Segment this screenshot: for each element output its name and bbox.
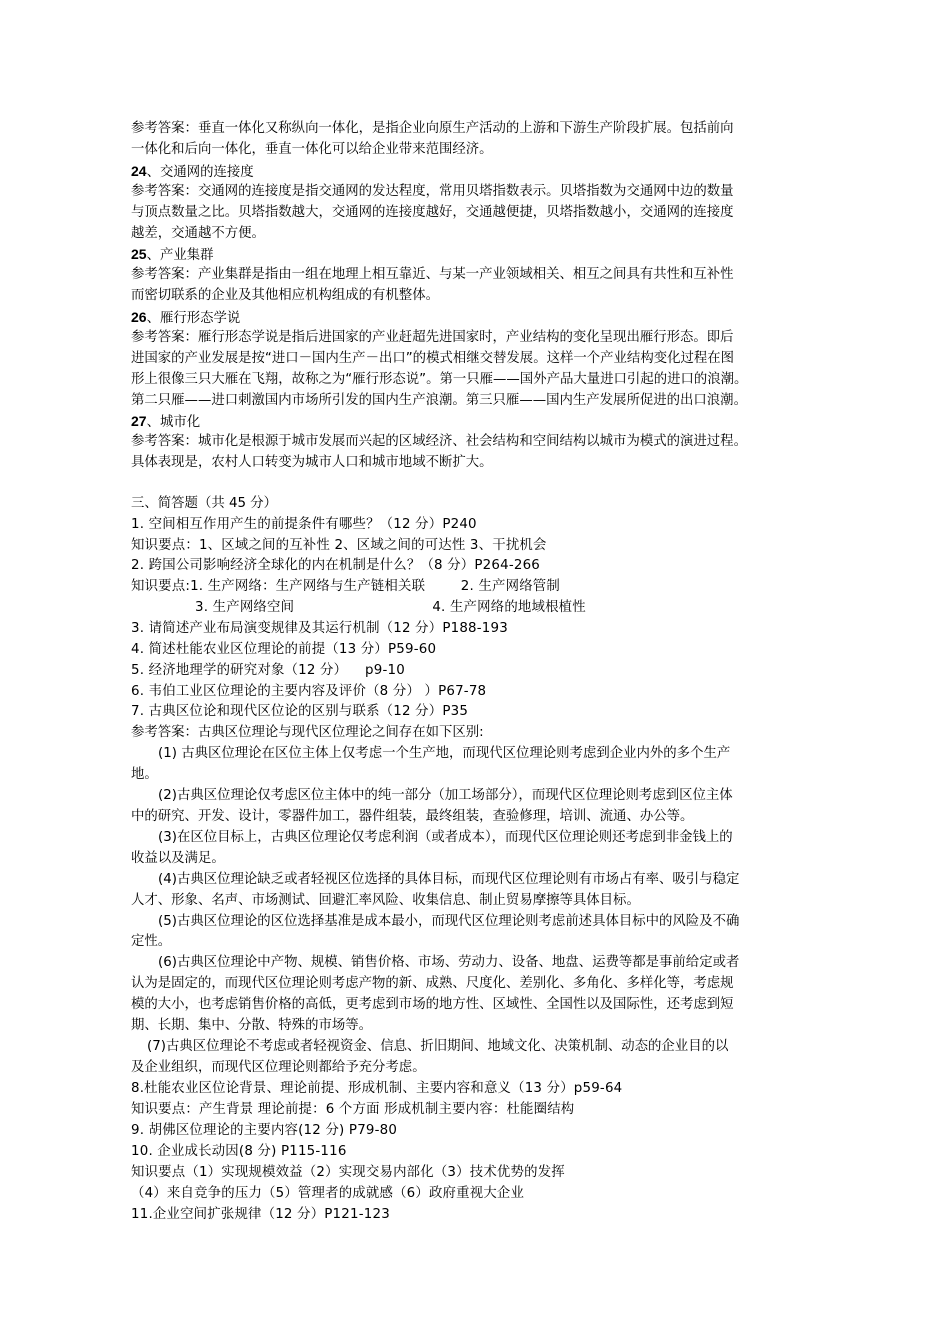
answer-item: (7)古典区位理论不考虑或者轻视资金、信息、折旧期间、地域文化、决策机制、动态的企业目的以 (147, 1039, 729, 1054)
answer-line: 参考答案：古典区位理论与现代区位理论之间存在如下区别: (131, 725, 484, 740)
answer-item: (1) 古典区位理论在区位主体上仅考虑一个生产地，而现代区位理论则考虑到企业内外的多个生产 (158, 746, 731, 761)
answer-item: (2)古典区位理论仅考虑区位主体中的纯一部分（加工场部分），而现代区位理论则考虑到区位主体 (158, 788, 733, 803)
answer-line: 与顶点数量之比。贝塔指数越大，交通网的连接度越好，交通越便捷，贝塔指数越小，交通网的连接度 (131, 205, 734, 220)
term-title: 、城市化 (146, 415, 201, 430)
question-line: 6. 韦伯工业区位理论的主要内容及评价（8 分） ）P67-78 (131, 684, 487, 699)
answer-line: 一体化和后向一体化，垂直一体化可以给企业带来范围经济。 (131, 142, 493, 157)
term-heading-25 (131, 244, 214, 266)
answer-line: 参考答案：城市化是根源于城市发展而兴起的区域经济、社会结构和空间结构以城市为模式的演进过程。 (131, 434, 747, 449)
term-number: 27 (131, 413, 147, 429)
answer-item: (3)在区位目标上，古典区位理论仅考虑利润（或者成本），而现代区位理论则还考虑到非金钱上的 (158, 830, 733, 845)
answer-line: 形上很像三只大雁在飞翔，故称之为“雁行形态说”。第一只雁——国外产品大量进口引起的进口的浪潮。 (131, 372, 748, 387)
answer-line: 进国家的产业发展是按“进口－国内生产－出口”的模式相继交替发展。这样一个产业结构变化过程在图 (131, 351, 735, 366)
answer-line: 参考答案：雁行形态学说是指后进国家的产业赶超先进国家时，产业结构的变化呈现出雁行形态。即后 (131, 330, 734, 345)
question-line: 8.杜能农业区位论背景、理论前提、形成机制、主要内容和意义（13 分）p59-64 (131, 1081, 623, 1096)
answer-line: 地。 (131, 767, 158, 782)
question-line: 9. 胡佛区位理论的主要内容(12 分) P79-80 (131, 1123, 398, 1138)
answer-line: 参考答案：交通网的连接度是指交通网的发达程度，常用贝塔指数表示。贝塔指数为交通网中边的数量 (131, 184, 734, 199)
answer-line: 中的研究、开发、设计，零器件加工，器件组装，最终组装，查验修理，培训、流通、办公等。 (131, 809, 694, 824)
knowledge-points: 知识要点（1）实现规模效益（2）实现交易内部化（3）技术优势的发挥 (131, 1165, 565, 1180)
question-line: 4. 简述杜能农业区位理论的前提（13 分）P59-60 (131, 642, 437, 657)
answer-line: 第二只雁——进口刺激国内市场所引发的国内生产浪潮。第三只雁——国内生产发展所促进的出口浪潮。 (131, 393, 747, 408)
question-line: 11.企业空间扩张规律（12 分）P121-123 (131, 1207, 390, 1222)
term-title: 、产业集群 (146, 248, 214, 263)
term-title: 、雁行形态学说 (146, 311, 241, 326)
answer-item: (5)古典区位理论的区位选择基准是成本最小，而现代区位理论则考虑前述具体目标中的风险及不确 (158, 914, 740, 929)
question-line: 7. 古典区位论和现代区位论的区别与联系（12 分）P35 (131, 704, 469, 719)
knowledge-points: 3. 生产网络空间 4. 生产网络的地域根植性 (195, 600, 586, 615)
answer-line: 参考答案：垂直一体化又称纵向一体化，是指企业向原生产活动的上游和下游生产阶段扩展。包括前向 (131, 121, 734, 136)
answer-line: 及企业组织，而现代区位理论则都给予充分考虑。 (131, 1060, 426, 1075)
knowledge-points: 知识要点:1. 生产网络：生产网络与生产链相关联 2. 生产网络管制 (131, 579, 560, 594)
knowledge-points: 知识要点：1、区域之间的互补性 2、区域之间的可达性 3、干扰机会 (131, 538, 547, 553)
term-number: 24 (131, 163, 147, 179)
answer-line: 具体表现是，农村人口转变为城市人口和城市地域不断扩大。 (131, 455, 493, 470)
answer-line: 定性。 (131, 934, 172, 949)
term-heading-27 (131, 411, 200, 433)
question-line: 2. 跨国公司影响经济全球化的内在机制是什么？（8 分）P264-266 (131, 558, 541, 573)
question-line: 10. 企业成长动因(8 分) P115-116 (131, 1144, 347, 1159)
answer-line: 认为是固定的，而现代区位理论则考虑产物的新、成熟、尺度化、差别化、多角化、多样化等，考虑规 (131, 976, 734, 991)
term-number: 26 (131, 309, 147, 325)
answer-line: 收益以及满足。 (131, 851, 225, 866)
question-line: 1. 空间相互作用产生的前提条件有哪些？（12 分）P240 (131, 517, 477, 532)
term-title: 、交通网的连接度 (146, 165, 254, 180)
term-heading-26 (131, 307, 240, 329)
knowledge-points: 知识要点：产生背景 理论前提：6 个方面 形成机制主要内容：杜能圈结构 (131, 1102, 575, 1117)
answer-line: 期、长期、集中、分散、特殊的市场等。 (131, 1018, 373, 1033)
answer-line: 人才、形象、名声、市场测试、回避汇率风险、收集信息、制止贸易摩擦等具体目标。 (131, 893, 640, 908)
knowledge-points: （4）来自竞争的压力（5）管理者的成就感（6）政府重视大企业 (131, 1186, 525, 1201)
section-heading: 三、简答题（共 45 分） (131, 496, 278, 511)
answer-line: 越差，交通越不方便。 (131, 226, 265, 241)
question-line: 3. 请简述产业布局演变规律及其运行机制（12 分）P188-193 (131, 621, 508, 636)
answer-line: 模的大小，也考虑销售价格的高低，更考虑到市场的地方性、区域性、全国性以及国际性，还考虑到短 (131, 997, 734, 1012)
answer-item: (6)古典区位理论中产物、规模、销售价格、市场、劳动力、设备、地盘、运费等都是事前给定或者 (158, 955, 740, 970)
answer-item: (4)古典区位理论缺乏或者轻视区位选择的具体目标，而现代区位理论则有市场占有率、吸引与稳定 (158, 872, 740, 887)
term-number: 25 (131, 246, 147, 262)
term-heading-24 (131, 161, 254, 183)
answer-line: 而密切联系的企业及其他相应机构组成的有机整体。 (131, 288, 439, 303)
answer-line: 参考答案：产业集群是指由一组在地理上相互靠近、与某一产业领域相关、相互之间具有共性和互补性 (131, 267, 734, 282)
question-line: 5. 经济地理学的研究对象（12 分） p9-10 (131, 663, 405, 678)
